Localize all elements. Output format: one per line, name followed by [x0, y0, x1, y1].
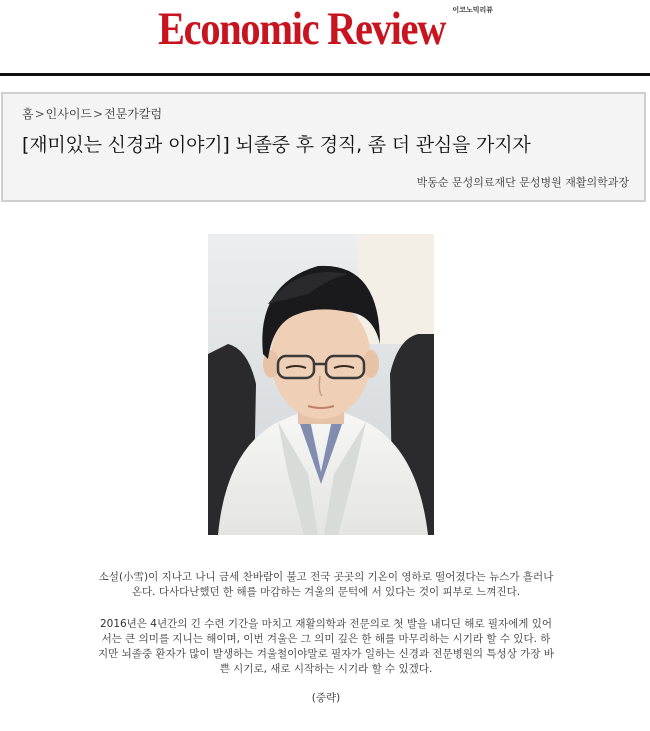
- article-ellipsis-note: (중략): [311, 692, 341, 704]
- author-portrait-image: [208, 234, 434, 535]
- logo-text: Economic Review: [158, 3, 446, 55]
- breadcrumb: [22, 105, 162, 122]
- article-title: [재미있는 신경과 이야기] 뇌졸중 후 경직, 좀 더 관심을 가지자: [22, 134, 531, 156]
- breadcrumb-separator: >: [34, 107, 45, 121]
- breadcrumb-separator: >: [93, 107, 104, 121]
- author-photo: [208, 234, 434, 535]
- masthead: [0, 0, 650, 62]
- site-logo[interactable]: [158, 2, 493, 57]
- logo-small-text: 이코노믹리뷰: [452, 6, 493, 14]
- article-paragraph: 소설(小雪)이 지나고 나니 금세 찬바람이 불고 전국 곳곳의 기온이 영하로 떨어졌다는 뉴스가 흘러나온다. 다사다난했던 한 해를 마감하는 겨울의 문턱에 서 있다는 것이 피부로 느껴진다.: [98, 571, 554, 598]
- article-byline: 박동순 문성의료재단 문성병원 재활의학과장: [416, 176, 629, 189]
- article-body: [98, 570, 554, 720]
- article-paragraph: 2016년은 4년간의 긴 수련 기간을 마치고 재활의학과 전문의로 첫 발을 내디딘 해로 필자에게 있어서는 큰 의미를 지니는 해이며, 이번 겨울은 그 의미 깊은 한 해를 마무리하는 시기라 할 수 있다. 하지만 뇌졸중 환자가 많이 발생하는 겨울철이야말로 필자가 일하는 신경과 전문병원의 특성상 가장 바쁜 시기로, 새로 시작하는 시기라 할 수 있겠다.: [98, 618, 554, 675]
- breadcrumb-home[interactable]: 홈: [22, 107, 34, 121]
- article-header: [1, 92, 646, 202]
- breadcrumb-column[interactable]: 전문가칼럼: [104, 107, 163, 121]
- header-divider: [0, 73, 650, 76]
- breadcrumb-inside[interactable]: 인사이드: [45, 107, 93, 121]
